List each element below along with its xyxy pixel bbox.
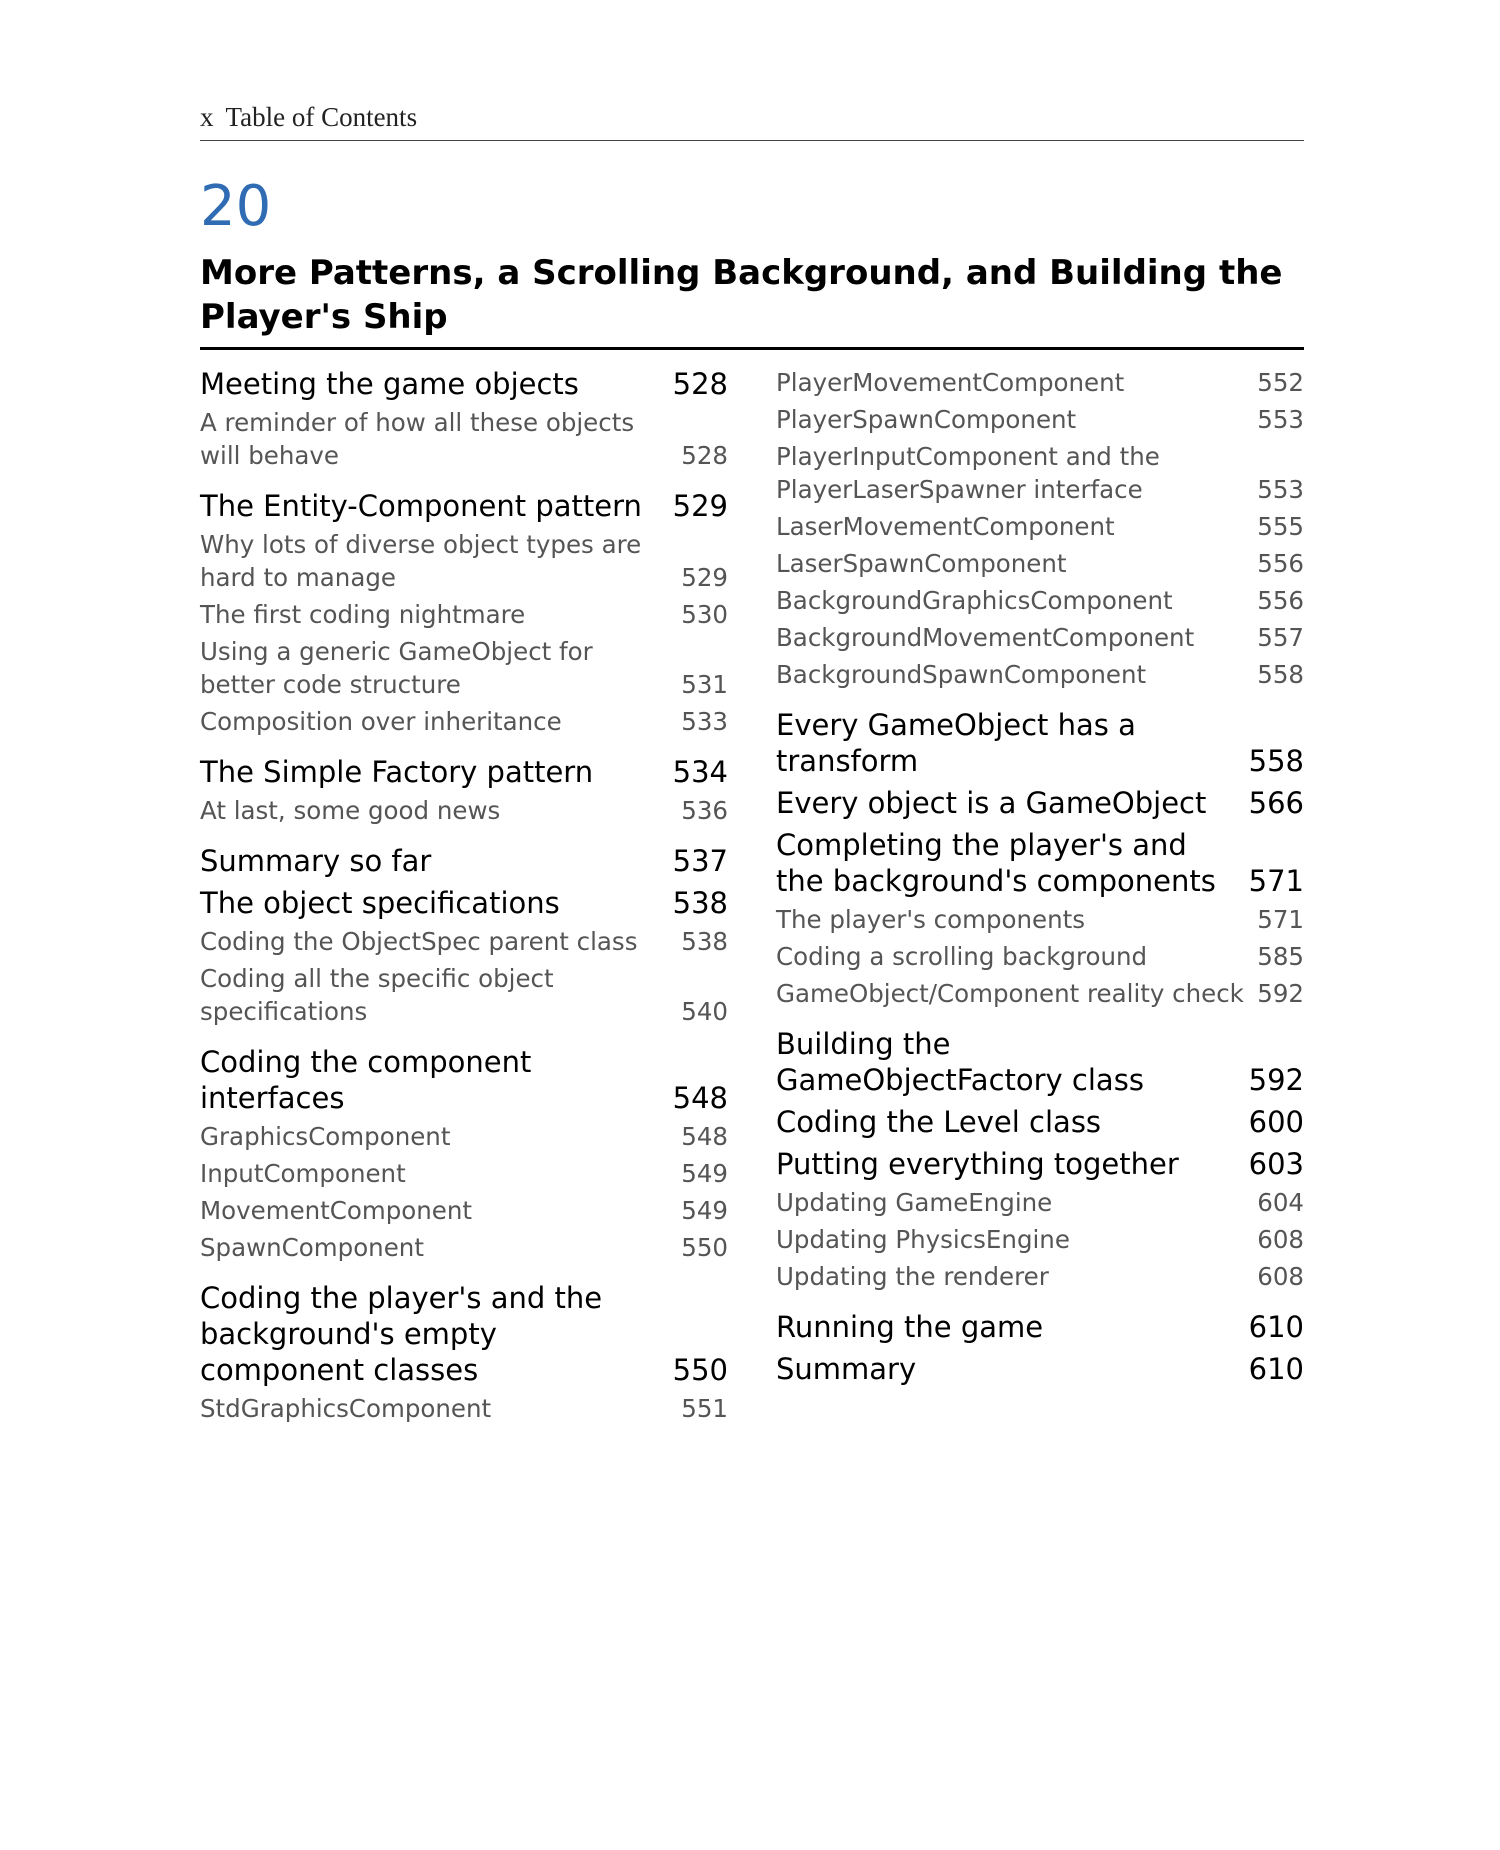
toc-entry-page-number: 556 bbox=[1257, 586, 1304, 615]
toc-subsection-entry[interactable] bbox=[776, 547, 1304, 580]
toc-subsection-entry[interactable] bbox=[776, 403, 1304, 436]
toc-entry-page-number: 528 bbox=[672, 367, 728, 401]
toc-entry-page-number: 550 bbox=[672, 1353, 728, 1387]
toc-entry-page-number: 529 bbox=[672, 489, 728, 523]
toc-section-entry[interactable] bbox=[200, 885, 728, 921]
toc-entry-label: Coding a scrolling background bbox=[776, 942, 1148, 971]
toc-subsection-entry[interactable] bbox=[776, 584, 1304, 617]
toc-section-entry[interactable] bbox=[776, 1104, 1304, 1140]
toc-entry-page-number: 540 bbox=[681, 997, 728, 1026]
toc-section-entry[interactable] bbox=[776, 785, 1304, 821]
toc-entry-label: Updating PhysicsEngine bbox=[776, 1225, 1070, 1254]
toc-entry-label: PlayerSpawnComponent bbox=[776, 405, 1077, 434]
toc-entry-page-number: 592 bbox=[1257, 979, 1304, 1008]
toc-entry-page-number: 571 bbox=[1248, 864, 1304, 898]
toc-section-entry[interactable] bbox=[200, 843, 728, 879]
toc-entry-page-number: 585 bbox=[1257, 942, 1304, 971]
toc-subsection-entry[interactable] bbox=[776, 977, 1304, 1010]
toc-entry-page-number: 531 bbox=[681, 670, 728, 699]
toc-entry-label: PlayerInputComponent and the PlayerLaserSpawner interface bbox=[776, 442, 1160, 504]
toc-entry-page-number: 538 bbox=[672, 886, 728, 920]
toc-section-entry[interactable] bbox=[200, 366, 728, 402]
toc-entry-label: Coding all the specific object specifications bbox=[200, 964, 554, 1026]
toc-subsection-entry[interactable] bbox=[200, 528, 728, 594]
toc-subsection-entry[interactable] bbox=[200, 598, 728, 631]
toc-subsection-entry[interactable] bbox=[776, 903, 1304, 936]
toc-section-entry[interactable] bbox=[776, 1146, 1304, 1182]
toc-subsection-entry[interactable] bbox=[776, 1223, 1304, 1256]
toc-entry-label: The Simple Factory pattern bbox=[200, 755, 594, 789]
toc-entry-page-number: 538 bbox=[681, 927, 728, 956]
toc-entry-label: BackgroundMovementComponent bbox=[776, 623, 1195, 652]
header-rule bbox=[200, 140, 1304, 141]
toc-entry-page-number: 603 bbox=[1248, 1147, 1304, 1181]
toc-entry-label: LaserSpawnComponent bbox=[776, 549, 1067, 578]
toc-subsection-entry[interactable] bbox=[776, 940, 1304, 973]
toc-entry-page-number: 553 bbox=[1257, 475, 1304, 504]
toc-entry-label: MovementComponent bbox=[200, 1196, 473, 1225]
toc-entry-label: Using a generic GameObject for better code structure bbox=[200, 637, 593, 699]
toc-entry-label: LaserMovementComponent bbox=[776, 512, 1115, 541]
running-header bbox=[200, 95, 1304, 140]
toc-entry-page-number: 530 bbox=[681, 600, 728, 629]
toc-entry-page-number: 529 bbox=[681, 563, 728, 592]
toc-entry-label: Putting everything together bbox=[776, 1147, 1179, 1181]
toc-entry-page-number: 566 bbox=[1248, 786, 1304, 820]
toc-column-right bbox=[776, 366, 1304, 1425]
toc-entry-label: Summary bbox=[776, 1352, 917, 1386]
toc-entry-label: At last, some good news bbox=[200, 796, 501, 825]
toc-columns bbox=[200, 366, 1304, 1425]
toc-entry-page-number: 536 bbox=[681, 796, 728, 825]
toc-entry-label: Every GameObject has a transform bbox=[776, 708, 1136, 778]
toc-entry-label: Updating GameEngine bbox=[776, 1188, 1053, 1217]
toc-entry-page-number: 600 bbox=[1248, 1105, 1304, 1139]
toc-subsection-entry[interactable] bbox=[776, 366, 1304, 399]
toc-entry-page-number: 558 bbox=[1257, 660, 1304, 689]
toc-entry-label: BackgroundGraphicsComponent bbox=[776, 586, 1173, 615]
toc-entry-page-number: 552 bbox=[1257, 368, 1304, 397]
toc-entry-label: The Entity-Component pattern bbox=[200, 489, 642, 523]
toc-entry-page-number: 534 bbox=[672, 755, 728, 789]
toc-subsection-entry[interactable] bbox=[200, 1392, 728, 1425]
toc-subsection-entry[interactable] bbox=[776, 440, 1304, 506]
toc-entry-page-number: 528 bbox=[681, 441, 728, 470]
toc-entry-label: The first coding nightmare bbox=[200, 600, 526, 629]
toc-entry-page-number: 549 bbox=[681, 1196, 728, 1225]
running-header-title: Table of Contents bbox=[225, 102, 418, 132]
toc-entry-label: Updating the renderer bbox=[776, 1262, 1049, 1291]
toc-entry-label: GraphicsComponent bbox=[200, 1122, 451, 1151]
toc-section-entry[interactable] bbox=[776, 1351, 1304, 1387]
toc-entry-page-number: 610 bbox=[1248, 1352, 1304, 1386]
toc-column-left bbox=[200, 366, 728, 1425]
toc-entry-label: Every object is a GameObject bbox=[776, 786, 1207, 820]
toc-entry-page-number: 537 bbox=[672, 844, 728, 878]
toc-subsection-entry[interactable] bbox=[200, 705, 728, 738]
toc-subsection-entry[interactable] bbox=[776, 1186, 1304, 1219]
toc-entry-label: Coding the player's and the background's empty component classes bbox=[200, 1281, 603, 1387]
toc-entry-label: InputComponent bbox=[200, 1159, 406, 1188]
toc-subsection-entry[interactable] bbox=[776, 621, 1304, 654]
toc-entry-page-number: 533 bbox=[681, 707, 728, 736]
toc-entry-page-number: 549 bbox=[681, 1159, 728, 1188]
toc-subsection-entry[interactable] bbox=[200, 794, 728, 827]
toc-subsection-entry[interactable] bbox=[776, 1260, 1304, 1293]
toc-section-entry[interactable] bbox=[200, 1044, 728, 1116]
toc-entry-label: SpawnComponent bbox=[200, 1233, 424, 1262]
toc-section-entry[interactable] bbox=[200, 488, 728, 524]
page-folio: x bbox=[200, 102, 214, 132]
toc-entry-page-number: 571 bbox=[1257, 905, 1304, 934]
chapter-title: More Patterns, a Scrolling Background, and Building the Player's Ship bbox=[200, 253, 1283, 337]
toc-entry-label: Coding the ObjectSpec parent class bbox=[200, 927, 638, 956]
toc-entry-label: PlayerMovementComponent bbox=[776, 368, 1125, 397]
toc-subsection-entry[interactable] bbox=[200, 1120, 728, 1153]
chapter-number: 20 bbox=[200, 174, 272, 239]
toc-entry-label: Building the GameObjectFactory class bbox=[776, 1027, 1144, 1097]
toc-section-entry[interactable] bbox=[776, 1309, 1304, 1345]
toc-entry-page-number: 592 bbox=[1248, 1063, 1304, 1097]
toc-entry-label: Meeting the game objects bbox=[200, 367, 579, 401]
toc-subsection-entry[interactable] bbox=[200, 635, 728, 701]
toc-entry-label: StdGraphicsComponent bbox=[200, 1394, 492, 1423]
toc-section-entry[interactable] bbox=[776, 827, 1304, 899]
toc-subsection-entry[interactable] bbox=[200, 406, 728, 472]
toc-entry-page-number: 557 bbox=[1257, 623, 1304, 652]
toc-entry-page-number: 555 bbox=[1257, 512, 1304, 541]
toc-entry-page-number: 548 bbox=[681, 1122, 728, 1151]
toc-entry-label: Running the game bbox=[776, 1310, 1044, 1344]
toc-subsection-entry[interactable] bbox=[776, 658, 1304, 691]
toc-entry-page-number: 553 bbox=[1257, 405, 1304, 434]
toc-entry-page-number: 610 bbox=[1248, 1310, 1304, 1344]
toc-subsection-entry[interactable] bbox=[200, 1157, 728, 1190]
toc-entry-label: Why lots of diverse object types are hard to manage bbox=[200, 530, 642, 592]
toc-section-entry[interactable] bbox=[776, 1026, 1304, 1098]
toc-section-entry[interactable] bbox=[200, 1280, 728, 1388]
toc-page bbox=[200, 95, 1304, 1425]
toc-entry-label: GameObject/Component reality check bbox=[776, 979, 1244, 1008]
toc-entry-page-number: 604 bbox=[1257, 1188, 1304, 1217]
toc-entry-label: Summary so far bbox=[200, 844, 432, 878]
toc-entry-page-number: 608 bbox=[1257, 1262, 1304, 1291]
toc-entry-label: The object specifications bbox=[200, 886, 560, 920]
toc-entry-label: A reminder of how all these objects will behave bbox=[200, 408, 635, 470]
toc-entry-label: Coding the component interfaces bbox=[200, 1045, 532, 1115]
toc-subsection-entry[interactable] bbox=[200, 1231, 728, 1264]
toc-subsection-entry[interactable] bbox=[200, 962, 728, 1028]
toc-entry-label: BackgroundSpawnComponent bbox=[776, 660, 1147, 689]
toc-entry-page-number: 608 bbox=[1257, 1225, 1304, 1254]
toc-entry-label: The player's components bbox=[776, 905, 1086, 934]
toc-subsection-entry[interactable] bbox=[200, 925, 728, 958]
toc-entry-page-number: 548 bbox=[672, 1081, 728, 1115]
toc-entry-label: Completing the player's and the background's components bbox=[776, 828, 1216, 898]
toc-entry-page-number: 551 bbox=[681, 1394, 728, 1423]
toc-entry-page-number: 550 bbox=[681, 1233, 728, 1262]
toc-entry-label: Composition over inheritance bbox=[200, 707, 562, 736]
toc-subsection-entry[interactable] bbox=[776, 510, 1304, 543]
toc-subsection-entry[interactable] bbox=[200, 1194, 728, 1227]
toc-section-entry[interactable] bbox=[200, 754, 728, 790]
toc-entry-page-number: 556 bbox=[1257, 549, 1304, 578]
toc-entry-page-number: 558 bbox=[1248, 744, 1304, 778]
toc-entry-label: Coding the Level class bbox=[776, 1105, 1102, 1139]
title-rule bbox=[200, 347, 1304, 350]
toc-section-entry[interactable] bbox=[776, 707, 1304, 779]
